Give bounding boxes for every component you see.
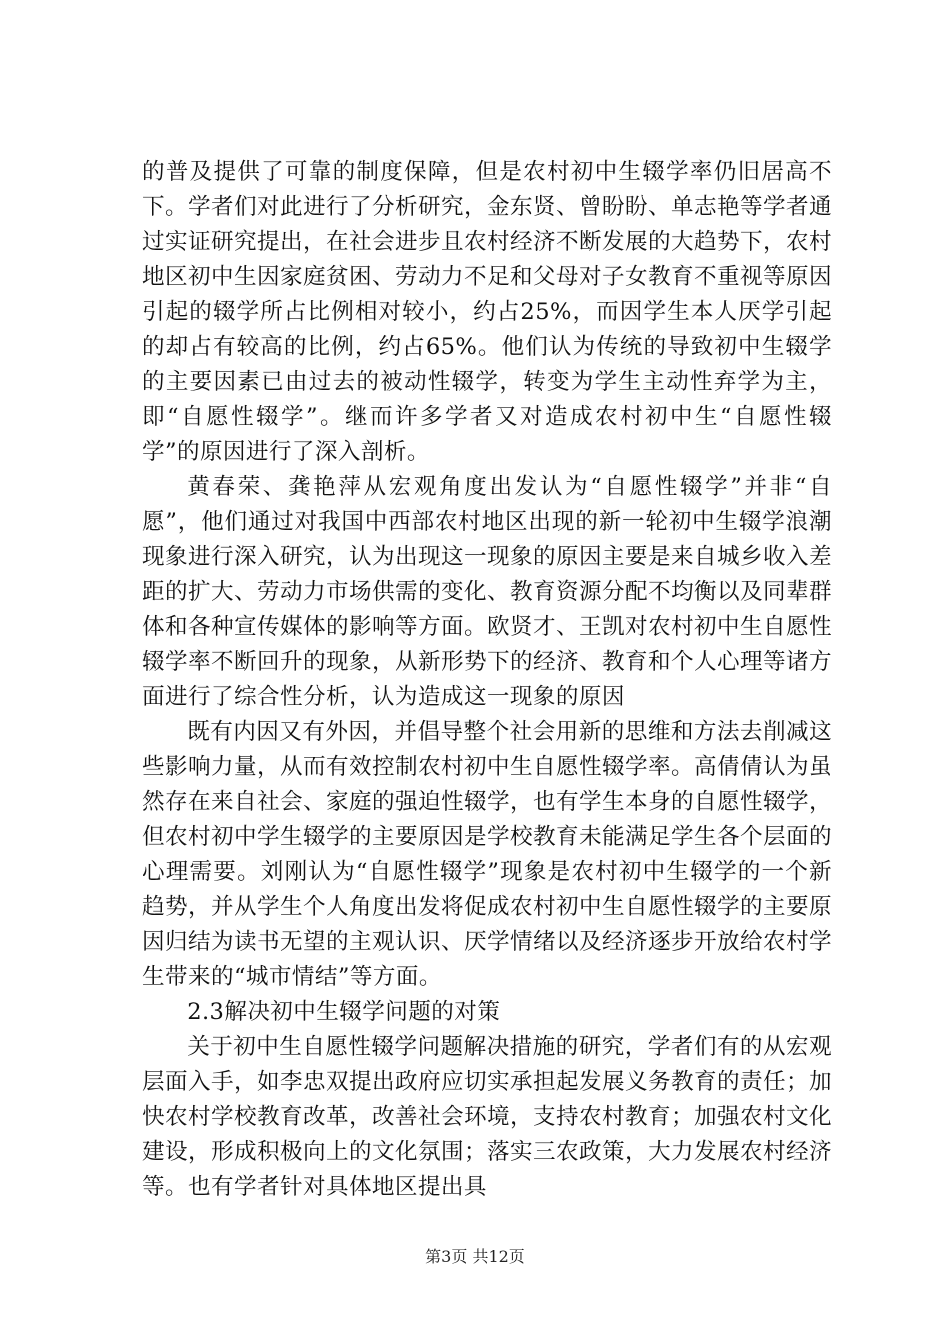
paragraph-continued: 的普及提供了可靠的制度保障，但是农村初中生辍学率仍旧居高不下。学者们对此进行了分析研究，金东贤、曾盼盼、单志艳等学者通过实证研究提出，在社会进步且农村经济不断发展的大趋势下，农村地区初中生因家庭贫困、劳动力不足和父母对子女教育不重视等原因引起的辍学所占比例相对较小，约占25%，而因学生本人厌学引起的却占有较高的比例，约占65%。他们认为传统的导致初中生辍学的主要因素已由过去的被动性辍学，转变为学生主动性弃学为主，即“自愿性辍学”。继而许多学者又对造成农村初中生“自愿性辍学”的原因进行了深入剖析。	[142, 159, 832, 465]
paragraph-huang-gong: 黄春荣、龚艳萍从宏观角度出发认为“自愿性辍学”并非“自愿”，他们通过对我国中西部农村地区出现的新一轮初中生辍学浪潮现象进行深入研究，认为出现这一现象的原因主要是来自城乡收入差距的扩大、劳动力市场供需的变化、教育资源分配不均衡以及同辈群体和各种宣传媒体的影响等方面。欧贤才、王凯对农村初中生自愿性辍学率不断回升的现象，从新形势下的经济、教育和个人心理等诸方面进行了综合性分析，认为造成这一现象的原因	[142, 474, 832, 710]
section-heading: 2.3解决初中生辍学问题的对策	[187, 999, 501, 1025]
body-text	[142, 155, 832, 1205]
paragraph-causes: 既有内因又有外因，并倡导整个社会用新的思维和方法去削减这些影响力量，从而有效控制农村初中生自愿性辍学率。高倩倩认为虽然存在来自社会、家庭的强迫性辍学，也有学生本身的自愿性辍学，但农村初中学生辍学的主要原因是学校教育未能满足学生各个层面的心理需要。刘刚认为“自愿性辍学”现象是农村初中生辍学的一个新趋势，并从学生个人角度出发将促成农村初中生自愿性辍学的主要原因归结为读书无望的主观认识、厌学情绪以及经济逐步开放给农村学生带来的“城市情结”等方面。	[142, 719, 832, 990]
paragraph-countermeasures: 关于初中生自愿性辍学问题解决措施的研究，学者们有的从宏观层面入手，如李忠双提出政府应切实承担起发展义务教育的责任；加快农村学校教育改革，改善社会环境，支持农村教育；加强农村文化建设，形成积极向上的文化氛围；落实三农政策，大力发展农村经济等。也有学者针对具体地区提出具	[142, 1034, 832, 1200]
page-number-footer: 第3页 共12页	[425, 1247, 525, 1266]
